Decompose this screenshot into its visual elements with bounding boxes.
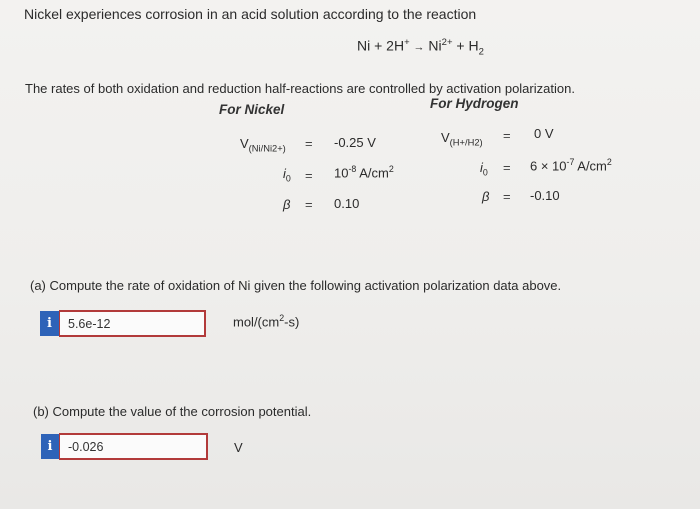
reaction-plus-h: + H	[456, 37, 479, 54]
reaction-ni: Ni	[428, 37, 442, 54]
nickel-i-equals: =	[305, 168, 313, 183]
part-a-answer-input[interactable]: 5.6e-12	[59, 310, 206, 337]
hydrogen-i-value: $6 \times 10^{-7}$ $A/cm^2$	[530, 157, 612, 174]
hydrogen-v-equals: =	[503, 128, 511, 143]
nickel-v-value: -0.25 V	[334, 135, 376, 150]
part-a-unit: mol/$(cm^2-s)$	[233, 313, 300, 330]
hydrogen-i-label: $i_0$	[480, 160, 488, 178]
reaction-lhs: Ni + 2H	[357, 37, 405, 54]
hydrogen-v-value: 0 V	[534, 126, 554, 141]
reaction-equation	[357, 37, 484, 57]
part-b-answer-input[interactable]: -0.026	[59, 433, 208, 460]
nickel-v-equals: =	[305, 136, 313, 151]
part-b-question: (b) Compute the value of the corrosion potential.	[33, 404, 312, 419]
nickel-beta-value: 0.10	[334, 196, 360, 211]
statement-text: The rates of both oxidation and reduction half-reactions are controlled by activation polarization.	[25, 81, 575, 96]
nickel-i-value: $10^{-8}$ $A/cm^2$	[334, 164, 394, 181]
reaction-lhs-charge: +	[404, 37, 410, 48]
nickel-i-label: $i_0$	[283, 166, 291, 184]
info-icon[interactable]: i	[40, 311, 59, 336]
hydrogen-beta-label: β	[482, 189, 490, 204]
hydrogen-v-label: $V_{(H+/H2)}$	[441, 130, 483, 148]
reaction-h2-sub: 2	[478, 46, 484, 58]
part-b-answer-field	[41, 433, 208, 460]
hydrogen-heading: For Hydrogen	[430, 96, 519, 111]
intro-text: Nickel experiences corrosion in an acid solution according to the reaction	[24, 6, 477, 22]
part-a-answer-field	[40, 310, 206, 337]
hydrogen-i-equals: =	[503, 160, 511, 175]
part-a-question: (a) Compute the rate of oxidation of Ni given the following activation polarization data above.	[30, 278, 562, 293]
reaction-ni-charge: 2+	[441, 37, 453, 48]
hydrogen-beta-equals: =	[503, 189, 511, 204]
reaction-arrow: →	[413, 41, 425, 54]
hydrogen-beta-value: -0.10	[530, 188, 560, 203]
part-b-unit: V	[234, 440, 243, 455]
nickel-beta-label: β	[283, 197, 291, 212]
nickel-v-label: $V_{(Ni/Ni2+)}$	[240, 136, 286, 154]
nickel-beta-equals: =	[305, 197, 313, 212]
nickel-heading: For Nickel	[219, 102, 285, 117]
info-icon[interactable]: i	[41, 434, 59, 459]
